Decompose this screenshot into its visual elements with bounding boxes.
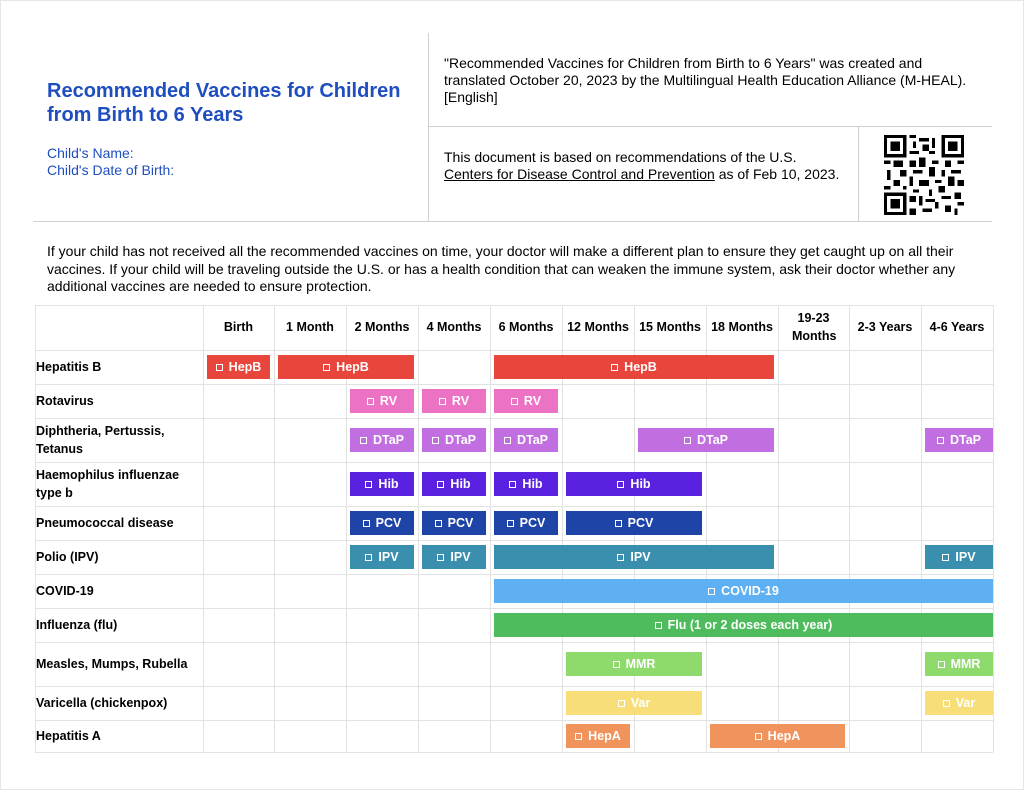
- column-header: 6 Months: [498, 320, 554, 334]
- grid-col-line: [921, 305, 922, 752]
- dose-bar: [350, 389, 414, 413]
- dose-label: DTaP: [444, 433, 477, 447]
- dose-checkbox-icon[interactable]: [437, 481, 444, 488]
- dose-bar: [494, 613, 993, 637]
- vaccine-row-label: Varicella (chickenpox): [36, 696, 168, 710]
- dose-checkbox-icon[interactable]: [942, 554, 949, 561]
- dose-bar: [710, 724, 845, 748]
- dose-bar: [494, 355, 774, 379]
- dose-checkbox-icon[interactable]: [323, 364, 330, 371]
- dose-checkbox-icon[interactable]: [611, 364, 618, 371]
- dose-label: MMR: [625, 657, 656, 671]
- dose-bar: [207, 355, 270, 379]
- dose-label: HepB: [624, 360, 657, 374]
- dose-label: HepA: [588, 729, 621, 743]
- column-header: 2 Months: [354, 320, 410, 334]
- dose-bar: [566, 652, 702, 676]
- dose-checkbox-icon[interactable]: [365, 481, 372, 488]
- dose-checkbox-icon[interactable]: [367, 398, 374, 405]
- dose-checkbox-icon[interactable]: [432, 437, 439, 444]
- dose-checkbox-icon[interactable]: [943, 700, 950, 707]
- column-header: 18 Months: [711, 320, 773, 334]
- dose-bar: [350, 545, 414, 569]
- dose-label: HepB: [228, 360, 262, 374]
- grid-col-line: [490, 305, 491, 752]
- dose-checkbox-icon[interactable]: [363, 520, 370, 527]
- dose-bar: [494, 545, 774, 569]
- dose-bar: [566, 691, 702, 715]
- dose-bar: [422, 428, 486, 452]
- dose-checkbox-icon[interactable]: [613, 661, 620, 668]
- dose-label: PCV: [627, 516, 654, 530]
- vaccine-row-label: Rotavirus: [36, 394, 94, 408]
- dose-bar: [350, 472, 414, 496]
- grid-row-line: [35, 752, 993, 753]
- dose-bar: [566, 724, 630, 748]
- vaccine-row-label: Hepatitis A: [36, 729, 101, 743]
- vaccine-row-label: Pneumococcal disease: [36, 516, 174, 530]
- dose-bar: [925, 428, 993, 452]
- dose-label: IPV: [630, 550, 651, 564]
- dose-label: RV: [451, 394, 470, 408]
- dose-label: Flu (1 or 2 doses each year): [667, 618, 833, 632]
- dose-label: IPV: [955, 550, 976, 564]
- dose-bar: [422, 472, 486, 496]
- dose-bar: [494, 472, 558, 496]
- column-header: 15 Months: [639, 320, 701, 334]
- dose-checkbox-icon[interactable]: [437, 554, 444, 561]
- dose-label: DTaP: [696, 433, 729, 447]
- dose-bar: [422, 511, 486, 535]
- dose-checkbox-icon[interactable]: [617, 481, 624, 488]
- source-prefix: This document is based on recommendations of the U.S.: [444, 149, 797, 165]
- dose-label: IPV: [378, 550, 399, 564]
- dose-label: IPV: [450, 550, 471, 564]
- dose-label: RV: [379, 394, 398, 408]
- dose-label: PCV: [519, 516, 546, 530]
- dose-bar: [494, 389, 558, 413]
- dose-checkbox-icon[interactable]: [360, 437, 367, 444]
- dose-label: RV: [523, 394, 542, 408]
- grid-col-line: [993, 305, 994, 752]
- dose-label: Hib: [450, 477, 471, 491]
- source-note: [444, 149, 849, 183]
- header-divider-vertical: [428, 33, 429, 221]
- dose-label: Hib: [378, 477, 399, 491]
- dose-bar: [422, 389, 486, 413]
- column-header: Birth: [223, 320, 254, 334]
- page-title: Recommended Vaccines for Children from Birth to 6 Years: [47, 80, 401, 126]
- dose-checkbox-icon[interactable]: [365, 554, 372, 561]
- dose-label: COVID-19: [721, 584, 779, 598]
- dose-checkbox-icon[interactable]: [435, 520, 442, 527]
- dose-bar: [925, 691, 993, 715]
- dose-bar: [494, 428, 558, 452]
- dose-bar: [566, 472, 702, 496]
- dose-bar: [925, 545, 993, 569]
- grid-col-line: [274, 305, 275, 752]
- vaccine-schedule-table: [35, 305, 993, 752]
- dose-label: DTaP: [372, 433, 405, 447]
- header-bottom-rule: [33, 221, 992, 222]
- dose-label: MMR: [950, 657, 981, 671]
- grid-col-line: [778, 305, 779, 752]
- vaccine-row-label: Polio (IPV): [36, 550, 99, 564]
- dose-checkbox-icon[interactable]: [938, 661, 945, 668]
- qr-code-icon[interactable]: [884, 135, 964, 215]
- dose-label: Hib: [630, 477, 651, 491]
- dose-label: Hib: [522, 477, 543, 491]
- dose-label: PCV: [447, 516, 474, 530]
- source-suffix: as of Feb 10, 2023.: [718, 166, 840, 182]
- dose-checkbox-icon[interactable]: [615, 520, 622, 527]
- intro-paragraph: If your child has not received all the recommended vaccines on time, your doctor will make a different plan to ensure they get caught up on all their vaccines. If your child will be traveling outside the U.S. or has a health condition that can weaken the immune system, ask their doctor whether any additional vaccines are needed to ensure protection.: [47, 243, 956, 294]
- dose-checkbox-icon[interactable]: [507, 520, 514, 527]
- grid-col-line: [418, 305, 419, 752]
- qr-divider: [858, 126, 859, 221]
- vaccine-row-label: Influenza (flu): [36, 618, 118, 632]
- dose-label: DTaP: [516, 433, 549, 447]
- dose-label: DTaP: [949, 433, 982, 447]
- child-name-label: Child's Name:: [47, 145, 134, 161]
- column-header: 2-3 Years: [857, 320, 913, 334]
- column-header: 19-23 Months: [792, 311, 837, 343]
- dose-checkbox-icon[interactable]: [708, 588, 715, 595]
- dose-checkbox-icon[interactable]: [755, 733, 762, 740]
- dose-checkbox-icon[interactable]: [511, 398, 518, 405]
- child-dob-label: Child's Date of Birth:: [47, 162, 175, 178]
- dose-bar: [494, 511, 558, 535]
- dose-bar: [278, 355, 414, 379]
- dose-checkbox-icon[interactable]: [575, 733, 582, 740]
- dose-label: PCV: [375, 516, 402, 530]
- dose-label: Var: [630, 696, 651, 710]
- dose-checkbox-icon[interactable]: [684, 437, 691, 444]
- header-divider-horizontal: [428, 126, 992, 127]
- dose-checkbox-icon[interactable]: [509, 481, 516, 488]
- dose-bar: [566, 511, 702, 535]
- dose-label: Var: [955, 696, 976, 710]
- dose-bar: [638, 428, 774, 452]
- dose-bar: [350, 511, 414, 535]
- dose-bar: [494, 579, 993, 603]
- cdc-link[interactable]: Centers for Disease Control and Prevention: [444, 166, 715, 182]
- vaccine-row-label: Hepatitis B: [36, 360, 102, 374]
- dose-checkbox-icon[interactable]: [618, 700, 625, 707]
- dose-checkbox-icon[interactable]: [937, 437, 944, 444]
- column-header: 12 Months: [567, 320, 629, 334]
- column-header: 4-6 Years: [929, 320, 985, 334]
- credit-note: "Recommended Vaccines for Children from Birth to 6 Years" was created and translated October 20, 2023 by the Multilingual Health Education Alliance (M-HEAL). [English]: [444, 55, 967, 105]
- dose-bar: [350, 428, 414, 452]
- dose-checkbox-icon[interactable]: [439, 398, 446, 405]
- grid-col-line: [849, 305, 850, 752]
- vaccine-row-label: Diphtheria, Pertussis, Tetanus: [36, 424, 165, 456]
- dose-checkbox-icon[interactable]: [617, 554, 624, 561]
- dose-label: HepB: [336, 360, 369, 374]
- vaccine-row-label: COVID-19: [36, 584, 94, 598]
- dose-bar: [422, 545, 486, 569]
- column-header: 4 Months: [426, 320, 482, 334]
- dose-checkbox-icon[interactable]: [655, 622, 662, 629]
- vaccine-row-label: Measles, Mumps, Rubella: [36, 657, 188, 671]
- dose-checkbox-icon[interactable]: [216, 364, 223, 371]
- dose-bar: [925, 652, 993, 676]
- column-header: 1 Month: [286, 320, 334, 334]
- vaccine-row-label: Haemophilus influenzae type b: [36, 468, 180, 500]
- dose-label: HepA: [767, 729, 801, 743]
- dose-checkbox-icon[interactable]: [504, 437, 511, 444]
